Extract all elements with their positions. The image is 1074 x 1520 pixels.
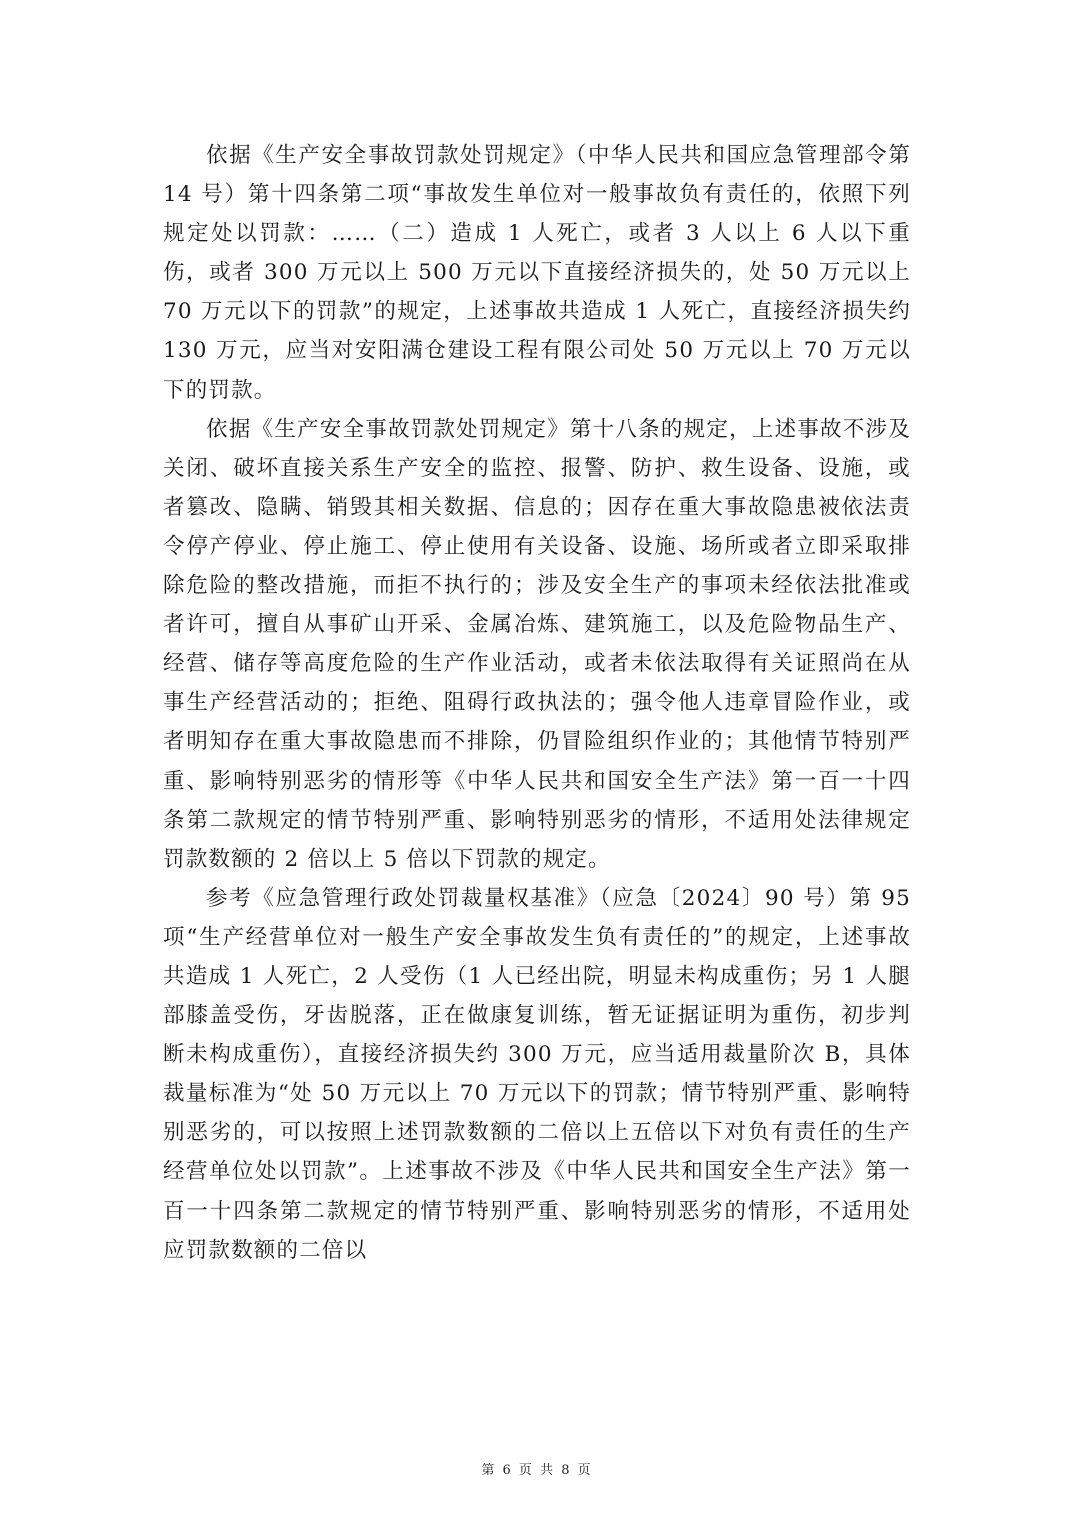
paragraph-discretion-standard: 参考《应急管理行政处罚裁量权基准》（应急〔2024〕90 号）第 95 项“生产经营单位对一般生产安全事故发生负有责任的”的规定，上述事故共造成 1 人死亡，2 人受伤（1 人已经出院，明显未构成重伤；另 1 人腿部膝盖受伤，牙齿脱落，正在做康复训练，暂无证据证明为重伤，初步判断未构成重伤），直接经济损失约 300 万元，应当适用裁量阶次 B，具体裁量标准为“处 50 万元以上 70 万元以下的罚款；情节特别严重、影响特别恶劣的，可以按照上述罚款数额的二倍以上五倍以下对负有责任的生产经营单位处以罚款”。上述事故不涉及《中华人民共和国安全生产法》第一百一十四条第二款规定的情节特别严重、影响特别恶劣的情形，不适用处应罚款数额的二倍以 — [163, 885, 911, 1263]
page-number-footer: 第 6 页 共 8 页 — [481, 1463, 593, 1478]
paragraph-aggravating-circumstances: 依据《生产安全事故罚款处罚规定》第十八条的规定，上述事故不涉及关闭、破坏直接关系生产安全的监控、报警、防护、救生设备、设施，或者篡改、隐瞒、销毁其相关数据、信息的；因存在重大事故隐患被依法责令停产停业、停止施工、停止使用有关设备、设施、场所或者立即采取排除危险的整改措施，而拒不执行的；涉及安全生产的事项未经依法批准或者许可，擅自从事矿山开采、金属冶炼、建筑施工，以及危险物品生产、经营、储存等高度危险的生产作业活动，或者未依法取得有关证照尚在从事生产经营活动的；拒绝、阻碍行政执法的；强令他人违章冒险作业，或者明知存在重大事故隐患而不排除，仍冒险组织作业的；其他情节特别严重、影响特别恶劣的情形等《中华人民共和国安全生产法》第一百一十四条第二款规定的情节特别严重、影响特别恶劣的情形，不适用处法律规定罚款数额的 2 倍以上 5 倍以下罚款的规定。 — [163, 416, 911, 872]
paragraph-penalty-basis: 依据《生产安全事故罚款处罚规定》（中华人民共和国应急管理部令第 14 号）第十四条第二项“事故发生单位对一般事故负有责任的，依照下列规定处以罚款：……（二）造成 1 人死亡，或者 3 人以上 6 人以下重伤，或者 300 万元以上 500 万元以下直接经济损失的，处 50 万元以上 70 万元以下的罚款”的规定，上述事故共造成 1 人死亡，直接经济损失约 130 万元，应当对安阳满仓建设工程有限公司处 50 万元以上 70 万元以下的罚款。 — [163, 143, 911, 403]
document-body — [163, 136, 911, 1270]
